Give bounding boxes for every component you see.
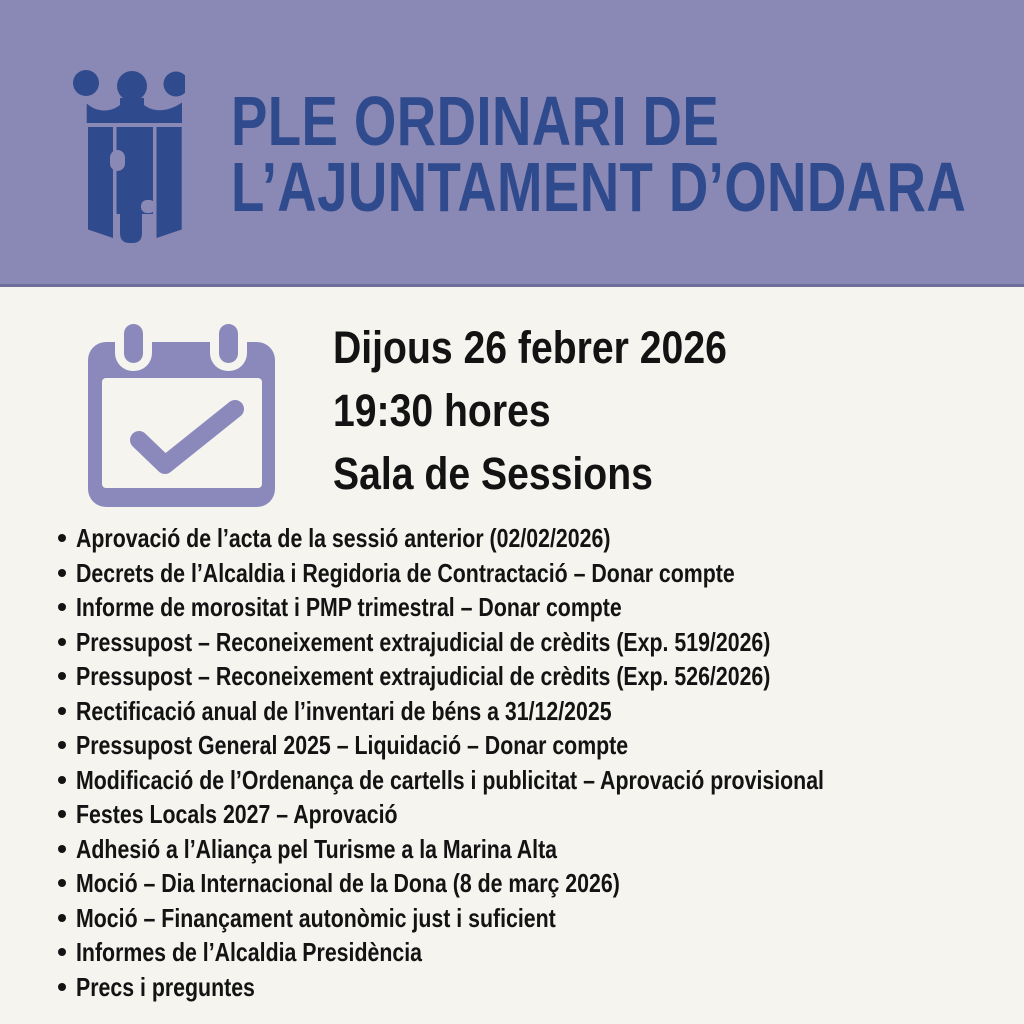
agenda-item — [52, 832, 988, 867]
agenda-item — [52, 970, 988, 1005]
agenda-item — [52, 625, 988, 660]
header-band — [0, 0, 1024, 287]
agenda-item-text: Moció – Finançament autonòmic just i suficient — [76, 902, 556, 933]
agenda-item-text: Informe de morositat i PMP trimestral – Donar compte — [76, 592, 622, 622]
calendar-check-icon — [85, 318, 280, 510]
agenda-item — [52, 901, 988, 936]
event-location: Sala de Sessions — [333, 448, 653, 499]
agenda-item — [52, 866, 988, 901]
agenda-item — [52, 659, 988, 694]
agenda-item-text: Informes de l’Alcaldia Presidència — [76, 937, 423, 967]
agenda-item — [52, 521, 988, 556]
agenda-item-text: Pressupost General 2025 – Liquidació – Donar compte — [76, 730, 629, 760]
agenda-item-text: Rectificació anual de l’inventari de béns a 31/12/2025 — [76, 695, 612, 726]
event-info — [333, 316, 727, 505]
agenda-item-text: Moció – Dia Internacional de la Dona (8 de març 2026) — [76, 868, 620, 898]
agenda-item-text: Pressupost – Reconeixement extrajudicial de crèdits (Exp. 519/2026) — [76, 626, 771, 657]
agenda-item-text: Adhesió a l’Aliança pel Turisme a la Marina Alta — [76, 833, 558, 864]
event-time: 19:30 hores — [333, 385, 551, 436]
agenda-item-text: Modificació de l’Ordenança de cartells i publicitat – Aprovació provisional — [76, 764, 824, 795]
agenda-item — [52, 797, 988, 832]
agenda-item-text: Decrets de l’Alcaldia i Regidoria de Contractació – Donar compte — [76, 557, 735, 588]
agenda-item-text: Precs i preguntes — [76, 971, 255, 1002]
agenda-item-text: Pressupost – Reconeixement extrajudicial de crèdits (Exp. 526/2026) — [76, 661, 771, 691]
agenda-item — [52, 556, 988, 591]
agenda-item-text: Aprovació de l’acta de la sessió anterior (02/02/2026) — [76, 523, 611, 553]
ondara-council-logo-icon — [72, 66, 185, 243]
agenda-item-text: Festes Locals 2027 – Aprovació — [76, 799, 398, 829]
agenda-item — [52, 694, 988, 729]
agenda-item — [52, 763, 988, 798]
agenda-item — [52, 590, 988, 625]
title-line-1: PLE ORDINARI DE — [231, 82, 720, 160]
page-title — [231, 82, 967, 226]
agenda-item — [52, 728, 988, 763]
agenda-item — [52, 935, 988, 970]
title-line-2: L’AJUNTAMENT D’ONDARA — [231, 148, 967, 226]
event-date: Dijous 26 febrer 2026 — [333, 322, 727, 373]
agenda-list — [52, 521, 988, 1004]
